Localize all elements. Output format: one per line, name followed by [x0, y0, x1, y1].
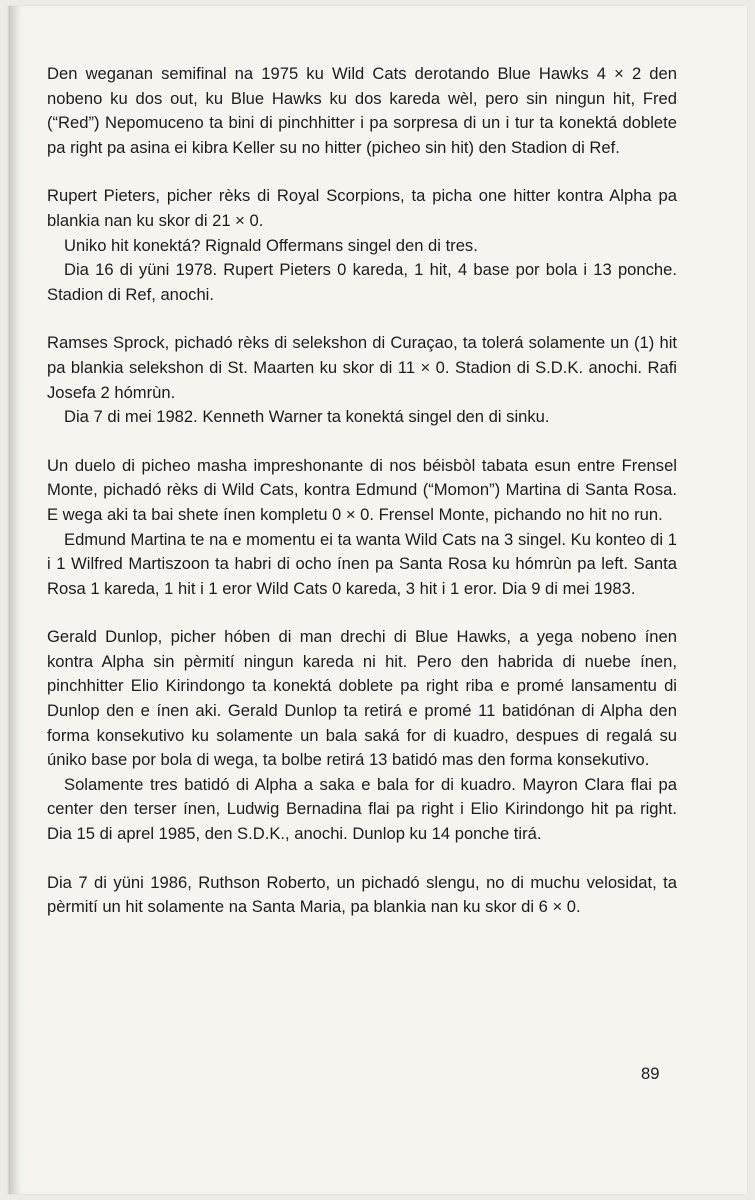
- paragraph: Dia 7 di mei 1982. Kenneth Warner ta konektá singel den di sinku.: [64, 407, 550, 427]
- paragraph: Solamente tres batidó di Alpha a saka e bala for di kuadro. Mayron Clara flai pa center den terser ínen, Ludwig Bernadina flai pa right i Elio Kirindongo hit pa right. Dia 15 di aprel 1985, den S.D.K., anochi. Dunlop ku 14 ponche tirá.: [47, 774, 677, 844]
- page-fold-shadow: [9, 6, 21, 1194]
- paragraph: Ramses Sprock, pichadó rèks di selekshon di Curaçao, ta tolerá solamente un (1) hit pa blankia selekshon di St. Maarten ku skor di 11 × 0. Stadion di S.D.K. anochi. Rafi Josefa 2 hómrùn.: [47, 333, 677, 402]
- paragraph: Den weganan semifinal na 1975 ku Wild Cats derotando Blue Hawks 4 × 2 den nobeno ku dos out, ku Blue Hawks ku dos kareda wèl, pero sin ningun hit, Fred (“Red”) Nepomuceno ta bini di pinchhitter i pa sorpresa di un i tur ta konektá doblete pa right pa asina ei kibra Keller su no hitter (picheo sin hit) den Stadion di Ref.: [47, 64, 677, 157]
- paragraph: Dia 16 di yüni 1978. Rupert Pieters 0 kareda, 1 hit, 4 base por bola i 13 ponche. Stadion di Ref, anochi.: [47, 260, 677, 304]
- paragraph: Gerald Dunlop, picher hóben di man drechi di Blue Hawks, a yega nobeno ínen kontra Alpha sin pèrmití ningun kareda ni hit. Pero den habrida di nuebe ínen, pinchhitter Elio Kirindongo ta konektá doblete pa right riba e promé lansamentu di Dunlop den e ínen aki. Gerald Dunlop ta retirá e promé 11 batidónan di Alpha den forma konsekutivo ku solamente un bala saká for di kuadro, despues di regalá su úniko base por bola di wega, ta bolbe retirá 13 batidó mas den forma konsekutivo.: [47, 627, 677, 770]
- book-page: [8, 6, 747, 1194]
- paragraph: Edmund Martina te na e momentu ei ta wanta Wild Cats na 3 singel. Ku konteo di 1 i 1 Wilfred Martiszoon ta habri di ocho ínen pa Santa Rosa ku hómrùn pa left. Santa Rosa 1 kareda, 1 hit i 1 eror Wild Cats 0 kareda, 3 hit i 1 eror. Dia 9 di mei 1983.: [47, 529, 677, 598]
- page-number: 89: [641, 1064, 660, 1083]
- paragraph: Dia 7 di yüni 1986, Ruthson Roberto, un pichadó slengu, no di muchu velosidat, ta pèrmití un hit solamente na Santa Maria, pa blankia nan ku skor di 6 × 0.: [47, 872, 677, 917]
- body-text: [47, 62, 677, 920]
- paragraph: Uniko hit konektá? Rignald Offermans singel den di tres.: [64, 235, 478, 255]
- paragraph: Rupert Pieters, picher rèks di Royal Scorpions, ta picha one hitter kontra Alpha pa blankia nan ku skor di 21 × 0.: [47, 186, 677, 230]
- paragraph: Un duelo di picheo masha impreshonante di nos béisbòl tabata esun entre Frensel Monte, pichadó rèks di Wild Cats, kontra Edmund (“Momon”) Martina di Santa Rosa. E wega aki ta bai shete ínen kompletu 0 × 0. Frensel Monte, pichando no hit no run.: [47, 455, 677, 524]
